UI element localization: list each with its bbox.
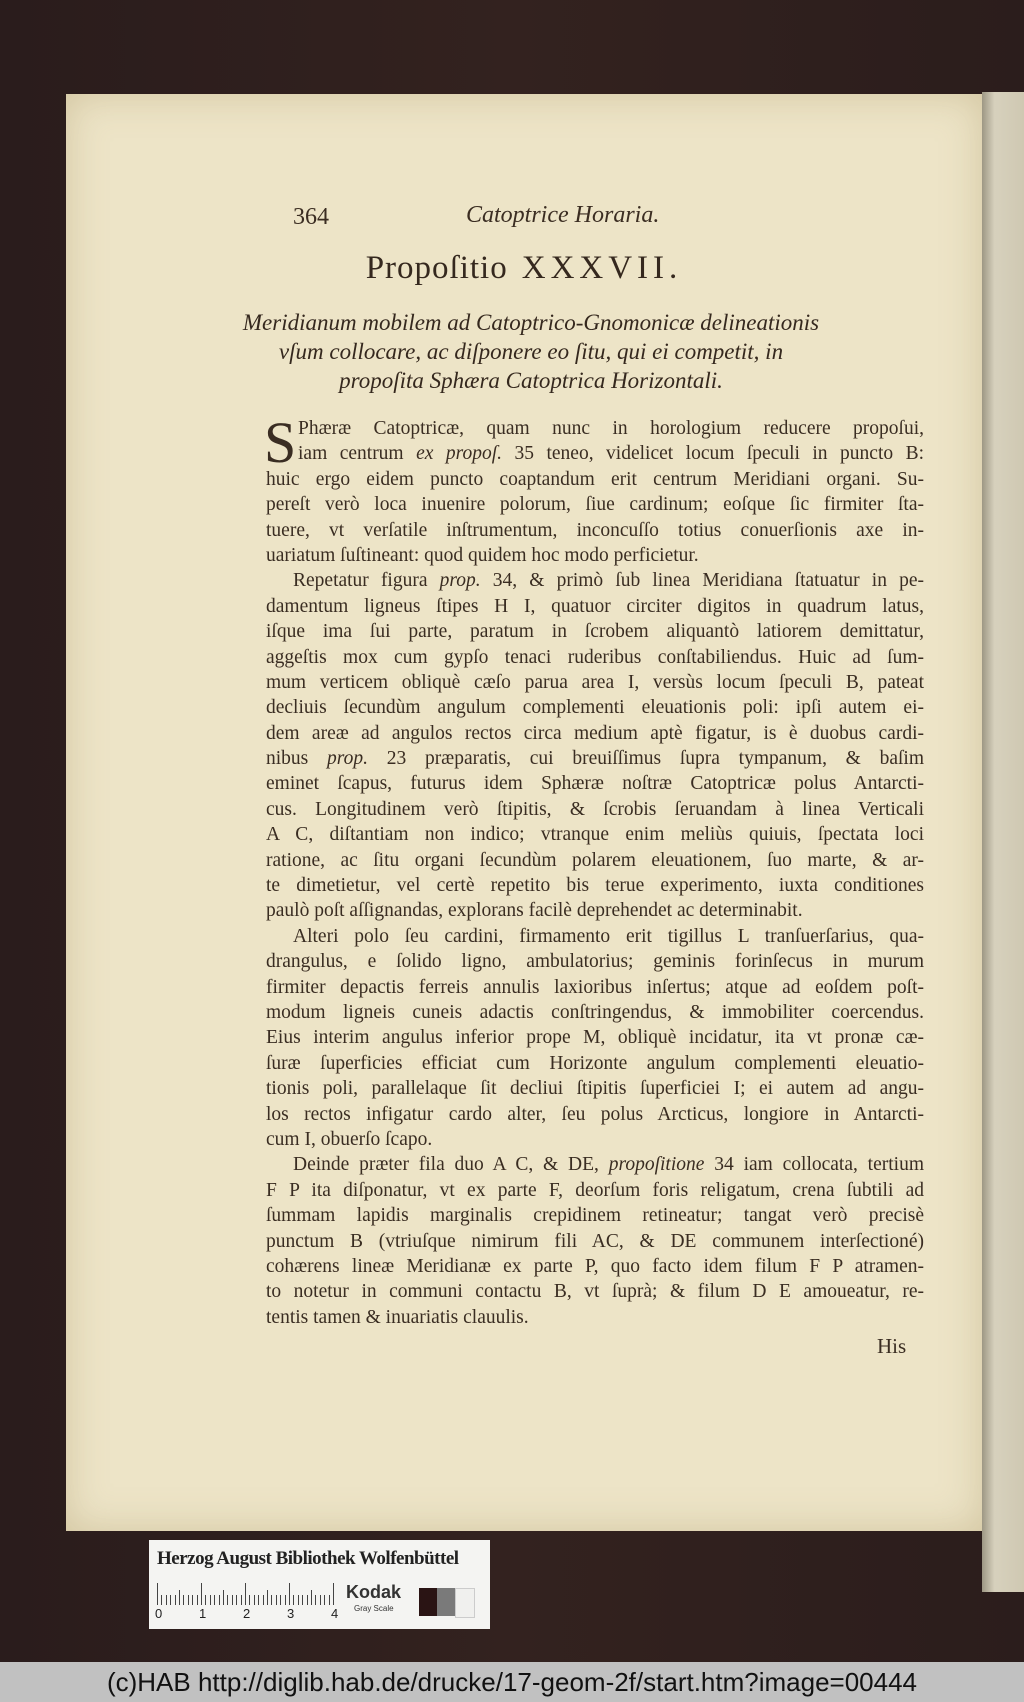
ruler-tick xyxy=(289,1583,290,1605)
text-segment: punctum B (vtriuſque nimirum fili AC, & DE communem interſectioné) xyxy=(266,1230,924,1252)
text-line xyxy=(266,1025,924,1050)
text-line xyxy=(266,467,924,492)
ruler-tick xyxy=(329,1595,330,1605)
adjacent-page-edge xyxy=(982,92,1024,1592)
text-line xyxy=(266,594,924,619)
text-segment: ſuræ ſuperficies efficiat cum Horizonte angulum complementi eleuatio- xyxy=(266,1052,924,1074)
ruler-tick xyxy=(188,1595,189,1605)
ruler-tick xyxy=(311,1590,312,1605)
text-line xyxy=(266,1305,924,1330)
text-line xyxy=(266,848,924,873)
text-segment: los rectos infigatur cardo alter, ſeu polus Arcticus, longiore in Antarcti- xyxy=(266,1103,924,1125)
gray-swatch-mid xyxy=(437,1588,455,1616)
gray-swatch-light xyxy=(455,1588,475,1618)
ruler-number: 3 xyxy=(287,1606,295,1621)
ruler-tick xyxy=(267,1590,268,1605)
body-text xyxy=(264,410,924,1330)
text-line xyxy=(266,797,924,822)
ruler-tick xyxy=(307,1595,308,1605)
ruler-tick xyxy=(232,1595,233,1605)
text-segment: 34 iam collocata, tertium xyxy=(704,1154,924,1176)
ruler-tick xyxy=(263,1595,264,1605)
ruler-tick xyxy=(324,1595,325,1605)
ruler-tick xyxy=(157,1583,158,1605)
text-segment: tuere, vt verſatile inſtrumentum, inconcuſſo totius conuerſionis axe in- xyxy=(266,519,924,541)
title-word: Propoſitio xyxy=(365,250,508,286)
ruler-tick xyxy=(219,1595,220,1605)
italic-reference: prop. xyxy=(439,570,481,592)
page-number: 364 xyxy=(293,204,329,230)
text-segment: F P ita diſponatur, vt ex parte F, deorſum foris religatum, crena ſubtili ad xyxy=(266,1179,924,1201)
book-page xyxy=(66,94,982,1531)
text-line xyxy=(266,1000,924,1025)
ruler-tick xyxy=(241,1595,242,1605)
text-line xyxy=(266,1127,924,1152)
ruler-scale xyxy=(157,1583,337,1605)
text-line xyxy=(266,1229,924,1254)
text-segment: aggeſtis mox cum gypſo tenaci ruderibus conſtabiliendus. Huic ad ſum- xyxy=(266,646,924,668)
copyright-footer: (c)HAB http://diglib.hab.de/drucke/17-geom-2f/start.htm?image=00444 xyxy=(0,1662,1024,1702)
text-line xyxy=(266,721,924,746)
text-segment: ſummam lapidis marginalis crepidinem retineatur; tangat verò precisè xyxy=(266,1205,924,1227)
text-segment: ratione, ac ſitu organi ſecundùm polarem eleuationem, ſuo marte, & ar- xyxy=(266,849,924,871)
text-line xyxy=(266,975,924,1000)
ruler-tick xyxy=(249,1595,250,1605)
ruler-tick xyxy=(175,1595,176,1605)
text-line xyxy=(266,1254,924,1279)
text-segment: iſque ima ſui parte, paratum in ſcrobem aliquantò latiorem demittatur, xyxy=(266,621,924,643)
subtitle-line: Meridianum mobilem ad Catoptrico-Gnomonicæ delineationis xyxy=(242,310,820,335)
ruler-tick xyxy=(210,1595,211,1605)
catchword: His xyxy=(877,1334,907,1358)
ruler-tick xyxy=(166,1595,167,1605)
subtitle-line: propoſita Sphæra Catoptrica Horizontali. xyxy=(339,368,723,393)
ruler-tick xyxy=(179,1590,180,1605)
text-segment: tentis tamen & inuariatis clauulis. xyxy=(266,1306,529,1328)
text-line xyxy=(266,543,924,568)
text-segment: te dimetietur, vel certè repetito bis terue experimento, iuxta conditiones xyxy=(266,875,924,897)
text-line xyxy=(266,670,924,695)
text-line xyxy=(266,746,924,771)
gray-swatch-dark xyxy=(419,1588,437,1616)
drop-cap: S xyxy=(264,410,297,475)
ruler-tick xyxy=(227,1595,228,1605)
text-line xyxy=(266,441,924,466)
text-segment: Alteri polo ſeu cardini, firmamento erit tigillus L tranſuerſarius, qua- xyxy=(293,925,924,947)
text-segment: pereſt verò loca inuenire polorum, ſiue cardinum; eoſque ſic firmiter ſta- xyxy=(266,494,924,516)
ruler-tick xyxy=(223,1590,224,1605)
ruler-tick xyxy=(315,1595,316,1605)
text-segment: drangulus, e ſolido ligno, ambulatorius; geminis forinſecus in murum xyxy=(266,951,924,973)
text-line xyxy=(266,416,924,441)
text-segment: 35 teneo, videlicet locum ſpeculi in puncto B: xyxy=(502,443,924,465)
text-line xyxy=(266,1102,924,1127)
gray-scale-label: Gray Scale xyxy=(354,1604,394,1613)
text-segment: paulò poſt aſſignandas, explorans facilè deprehendet ac determinabit. xyxy=(266,900,803,922)
ruler-number: 1 xyxy=(199,1606,207,1621)
subtitle-line: vſum collocare, ac diſponere eo ſitu, qui ei competit, in xyxy=(278,339,784,364)
ruler-tick xyxy=(271,1595,272,1605)
text-segment: 23 præparatis, cui breuiſſimus ſupra tympanum, & baſim xyxy=(367,748,924,770)
text-segment: nibus xyxy=(266,748,327,770)
ruler-tick xyxy=(192,1595,193,1605)
proposition-title xyxy=(66,250,982,287)
text-segment: 34, & primò ſub linea Meridiana ſtatuatur in pe- xyxy=(480,570,924,592)
ruler-tick xyxy=(333,1583,334,1605)
ruler-tick xyxy=(285,1595,286,1605)
kodak-logo: Kodak xyxy=(346,1582,402,1602)
text-segment: eminet ſcapus, futurus idem Sphæræ noſtræ Catoptricæ polus Antarcti- xyxy=(266,773,924,795)
text-segment: modum ligneis cuneis adactis conſtringendus, & immobiliter coercendus. xyxy=(266,1001,924,1023)
ruler-tick xyxy=(214,1595,215,1605)
ruler-tick xyxy=(276,1595,277,1605)
ruler-tick xyxy=(201,1583,202,1605)
text-segment: to notetur in communi contactu B, vt ſuprà; & filum D E amoueatur, re- xyxy=(266,1281,924,1303)
text-line xyxy=(266,645,924,670)
text-segment: dem areæ ad angulos rectos circa medium aptè figatur, is è duobus cardi- xyxy=(266,722,924,744)
ruler-tick xyxy=(280,1595,281,1605)
text-segment: huic ergo eidem puncto coaptandum erit centrum Meridiani organi. Su- xyxy=(266,468,924,490)
text-line xyxy=(266,771,924,796)
ruler-number: 0 xyxy=(155,1606,163,1621)
text-segment: Eius interim angulus inferior prope M, obliquè incidatur, ita vt pronæ cæ- xyxy=(266,1027,924,1049)
ruler-tick xyxy=(302,1595,303,1605)
ruler-tick xyxy=(254,1595,255,1605)
ruler-tick xyxy=(320,1595,321,1605)
institution-name: Herzog August Bibliothek Wolfenbüttel xyxy=(157,1548,459,1569)
ruler-tick xyxy=(245,1583,246,1605)
text-line xyxy=(266,492,924,517)
ruler-tick xyxy=(298,1595,299,1605)
text-line xyxy=(266,949,924,974)
color-calibration-card xyxy=(149,1540,490,1629)
ruler-tick xyxy=(183,1595,184,1605)
text-segment: tionis poli, parallelaque ſit decliui ſtipitis ſuperficiei I; ei autem ad angu- xyxy=(266,1078,924,1100)
ruler-tick xyxy=(205,1595,206,1605)
text-segment: cus. Longitudinem verò ſtipitis, & ſcrobis ſeruandam à linea Verticali xyxy=(266,798,924,820)
italic-reference: propoſitione xyxy=(608,1154,705,1176)
italic-reference: prop. xyxy=(326,748,368,770)
text-segment: firmiter depactis ferreis annulis laxioribus inſertus; atque ad eoſdem poſt- xyxy=(266,976,924,998)
ruler-number: 2 xyxy=(243,1606,251,1621)
text-segment: Deinde præter fila duo A C, & DE, xyxy=(293,1154,609,1176)
text-segment: cum I, obuerſo ſcapo. xyxy=(266,1128,433,1150)
ruler-tick xyxy=(258,1595,259,1605)
ruler-tick xyxy=(161,1595,162,1605)
text-segment: uariatum ſuſtineant: quod quidem hoc modo perficietur. xyxy=(266,544,699,566)
text-line xyxy=(266,822,924,847)
text-line xyxy=(266,619,924,644)
text-segment: mum verticem obliquè cæſo parua area I, versùs locum ſpeculi B, pateat xyxy=(266,671,924,693)
italic-reference: ex propoſ. xyxy=(416,443,503,465)
text-line xyxy=(266,1076,924,1101)
ruler-tick xyxy=(197,1595,198,1605)
text-segment: Repetatur figura xyxy=(293,570,440,592)
ruler-tick xyxy=(293,1595,294,1605)
text-segment: decliuis ſecundùm angulum complementi eleuationis poli: ipſi autem ei- xyxy=(266,697,924,719)
ruler-number: 4 xyxy=(331,1606,339,1621)
text-segment: Phæræ Catoptricæ, quam nunc in horologium reducere propoſui, xyxy=(298,418,924,439)
text-line xyxy=(266,1203,924,1228)
text-segment: cohærens lineæ Meridianæ ex parte P, quo facto idem filum F P atramen- xyxy=(266,1255,924,1277)
text-line xyxy=(266,568,924,593)
text-line xyxy=(266,1279,924,1304)
text-line xyxy=(266,898,924,923)
text-line xyxy=(266,1051,924,1076)
text-segment: iam centrum xyxy=(298,443,417,465)
text-segment: damentum ligneus ſtipes H I, quatuor circiter digitos in quadrum latus, xyxy=(266,595,924,617)
text-line xyxy=(266,873,924,898)
ruler-tick xyxy=(236,1595,237,1605)
title-number: XXXVII. xyxy=(521,250,683,286)
text-line xyxy=(266,1152,924,1177)
text-line xyxy=(266,518,924,543)
text-line xyxy=(266,1178,924,1203)
text-line xyxy=(266,924,924,949)
text-segment: A C, diſtantiam non indico; vtranque enim meliùs quiuis, ſpectata loci xyxy=(266,824,924,846)
text-line xyxy=(266,695,924,720)
running-head: Catoptrice Horaria. xyxy=(466,202,660,228)
ruler-tick xyxy=(170,1595,171,1605)
